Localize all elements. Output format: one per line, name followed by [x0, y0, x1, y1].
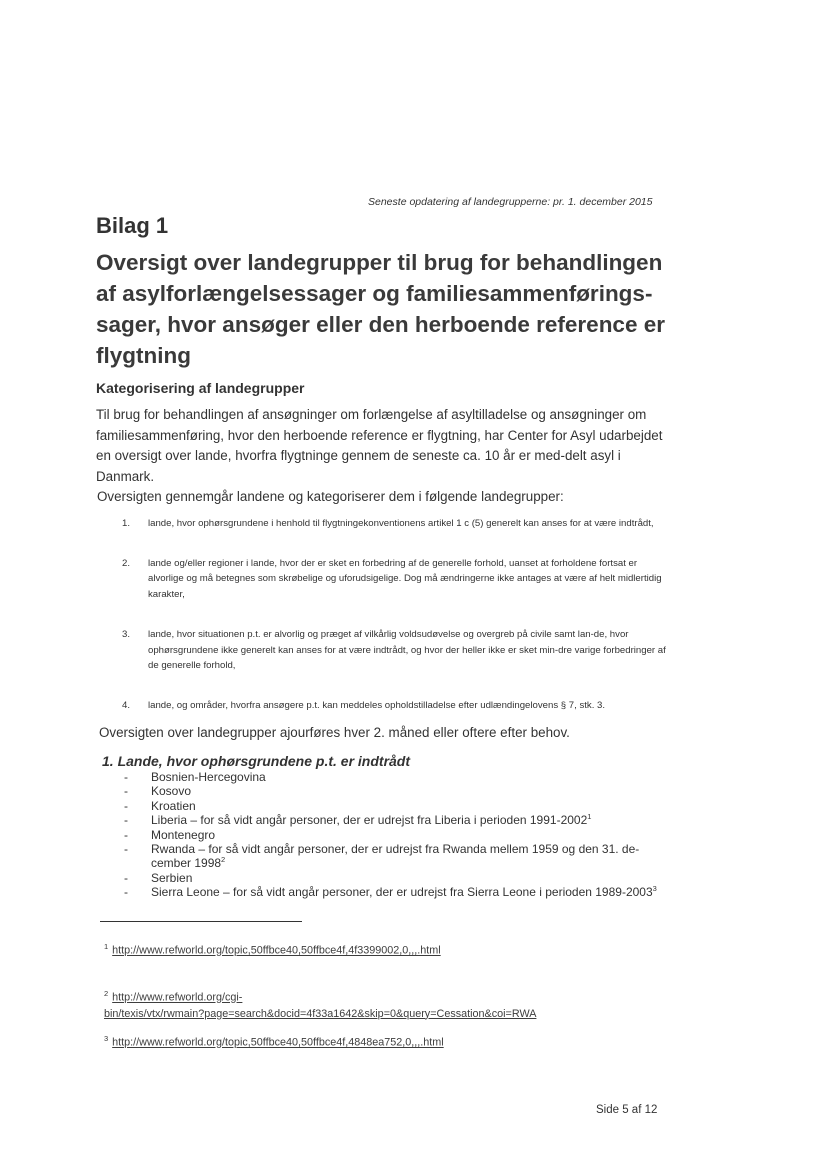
- footnote-link-continued[interactable]: bin/texis/vtx/rwmain?page=search&docid=4f33a1642&skip=0&query=Cessation&coi=RWA: [104, 1007, 537, 1020]
- country-item: - Kosovo: [124, 784, 192, 799]
- page-number: Side 5 af 12: [596, 1104, 658, 1116]
- country-item: - Sierra Leone – for så vidt angår personer, der er udrejst fra Sierra Leone i perioden 1989-2003$^3$: [124, 884, 657, 900]
- country-text: Montenegro: [151, 827, 216, 842]
- footnote-ref[interactable]: 1: [587, 812, 592, 822]
- country-text: Kosovo: [151, 784, 192, 799]
- country-text: Rwanda – for så vidt angår personer, der er udrejst fra Rwanda mellem 1959 og den 31. de-cember 1998: [151, 842, 640, 871]
- intro-paragraph: Til brug for behandlingen af ansøgninger om forlængelse af asyltilladelse og ansøgninger om familiesammenføring, hvor den herboende reference er flygtning, har Center for Asyl udarbejdet en oversigt over lande, hvorfra flygtninge gennem de seneste ca. 10 år er med-delt asyl i Danmark.: [96, 407, 663, 484]
- country-item: - Bosnien-Hercegovina: [124, 770, 266, 784]
- country-text: Serbien: [151, 870, 193, 885]
- footnote-link[interactable]: http://www.refworld.org/cgi-: [112, 991, 243, 1004]
- section-heading: Kategorisering af landegrupper: [96, 380, 305, 396]
- list-item: [122, 627, 672, 674]
- country-text: Bosnien-Hercegovina: [151, 770, 266, 784]
- list-item-text: lande, hvor situationen p.t. er alvorlig og præget af vilkårlig voldsudøvelse og overgreb på civile samt lan-de, hvor ophørsgrundene ikke generelt kan anses for at være indtrådt, og hvor der heller ikke er sket min-dre varige forbedringer af de generelle forhold,: [148, 629, 666, 671]
- country-list: [124, 770, 664, 900]
- list-item-text: lande, og områder, hvorfra ansøgere p.t. kan meddeles opholdstilladelse efter udlændingelovens § 7, stk. 3.: [148, 699, 606, 711]
- country-item: - Kroatien: [124, 798, 196, 813]
- footnote-2: [104, 986, 536, 1022]
- country-item: - Montenegro: [124, 827, 216, 842]
- footnote-ref[interactable]: 2: [221, 855, 226, 865]
- list-item-number: 4.: [122, 699, 131, 711]
- country-item: - Liberia – for så vidt angår personer, der er udrejst fra Liberia i perioden 1991-2002$^1$: [124, 812, 592, 828]
- update-note: Seneste opdatering af landegrupperne: pr. 1. december 2015: [368, 196, 653, 208]
- footnote-number: 2: [104, 989, 109, 998]
- category-list: [122, 516, 672, 713]
- footnote-3: [104, 1034, 444, 1049]
- group-heading: 1. Lande, hvor ophørsgrundene p.t. er indtrådt: [102, 753, 411, 769]
- update-frequency-note: Oversigten over landegrupper ajourføres hver 2. måned eller oftere efter behov.: [99, 725, 570, 740]
- list-item: [122, 698, 672, 714]
- list-item-text: lande og/eller regioner i lande, hvor der er sket en forbedring af de generelle forhold, uanset at forholdene fortsat er alvorlige og må betegnes som skrøbelige og uforudsigelige. Dog må ændringerne ikke antages at være af helt midlertidig karakter,: [148, 557, 662, 600]
- country-item: - Serbien: [124, 870, 193, 885]
- footnote-1: [104, 942, 441, 957]
- country-text: Liberia – for så vidt angår personer, der er udrejst fra Liberia i perioden 1991-2002: [151, 813, 588, 828]
- list-item: [122, 556, 672, 603]
- page-title: Oversigt over landegrupper til brug for behandlingen af asylforlængelsessager og familiesammenførings-sager, hvor ansøger eller den herboende reference er flygtning: [96, 250, 665, 368]
- list-item-number: 2.: [122, 557, 131, 569]
- list-item: [122, 516, 672, 532]
- footnote-link[interactable]: http://www.refworld.org/topic,50ffbce40,50ffbce4f,4f3399002,0,,,.html: [112, 944, 441, 957]
- list-intro: Oversigten gennemgår landene og kategoriserer dem i følgende landegrupper:: [97, 489, 564, 504]
- country-text: Sierra Leone – for så vidt angår personer, der er udrejst fra Sierra Leone i perioden 1989-2003: [151, 885, 653, 900]
- footnote-number: 3: [104, 1034, 109, 1043]
- footnote-link[interactable]: http://www.refworld.org/topic,50ffbce40,50ffbce4f,4848ea752,0,,,.html: [112, 1036, 444, 1049]
- document-label: Bilag 1: [96, 213, 169, 238]
- country-text: Kroatien: [151, 798, 196, 813]
- list-item-text: lande, hvor ophørsgrundene i henhold til flygtningekonventionens artikel 1 c (5) generelt kan anses for at være indtrådt,: [148, 518, 654, 529]
- list-item-number: 3.: [122, 629, 131, 640]
- list-item-number: 1.: [122, 518, 131, 529]
- country-item: - Rwanda – for så vidt angår personer, der er udrejst fra Rwanda mellem 1959 og den 31. de-cember 1998$^2$: [124, 842, 640, 871]
- footnote-ref[interactable]: 3: [652, 884, 657, 894]
- footnote-number: 1: [104, 942, 109, 951]
- footnote-divider: [100, 921, 302, 922]
